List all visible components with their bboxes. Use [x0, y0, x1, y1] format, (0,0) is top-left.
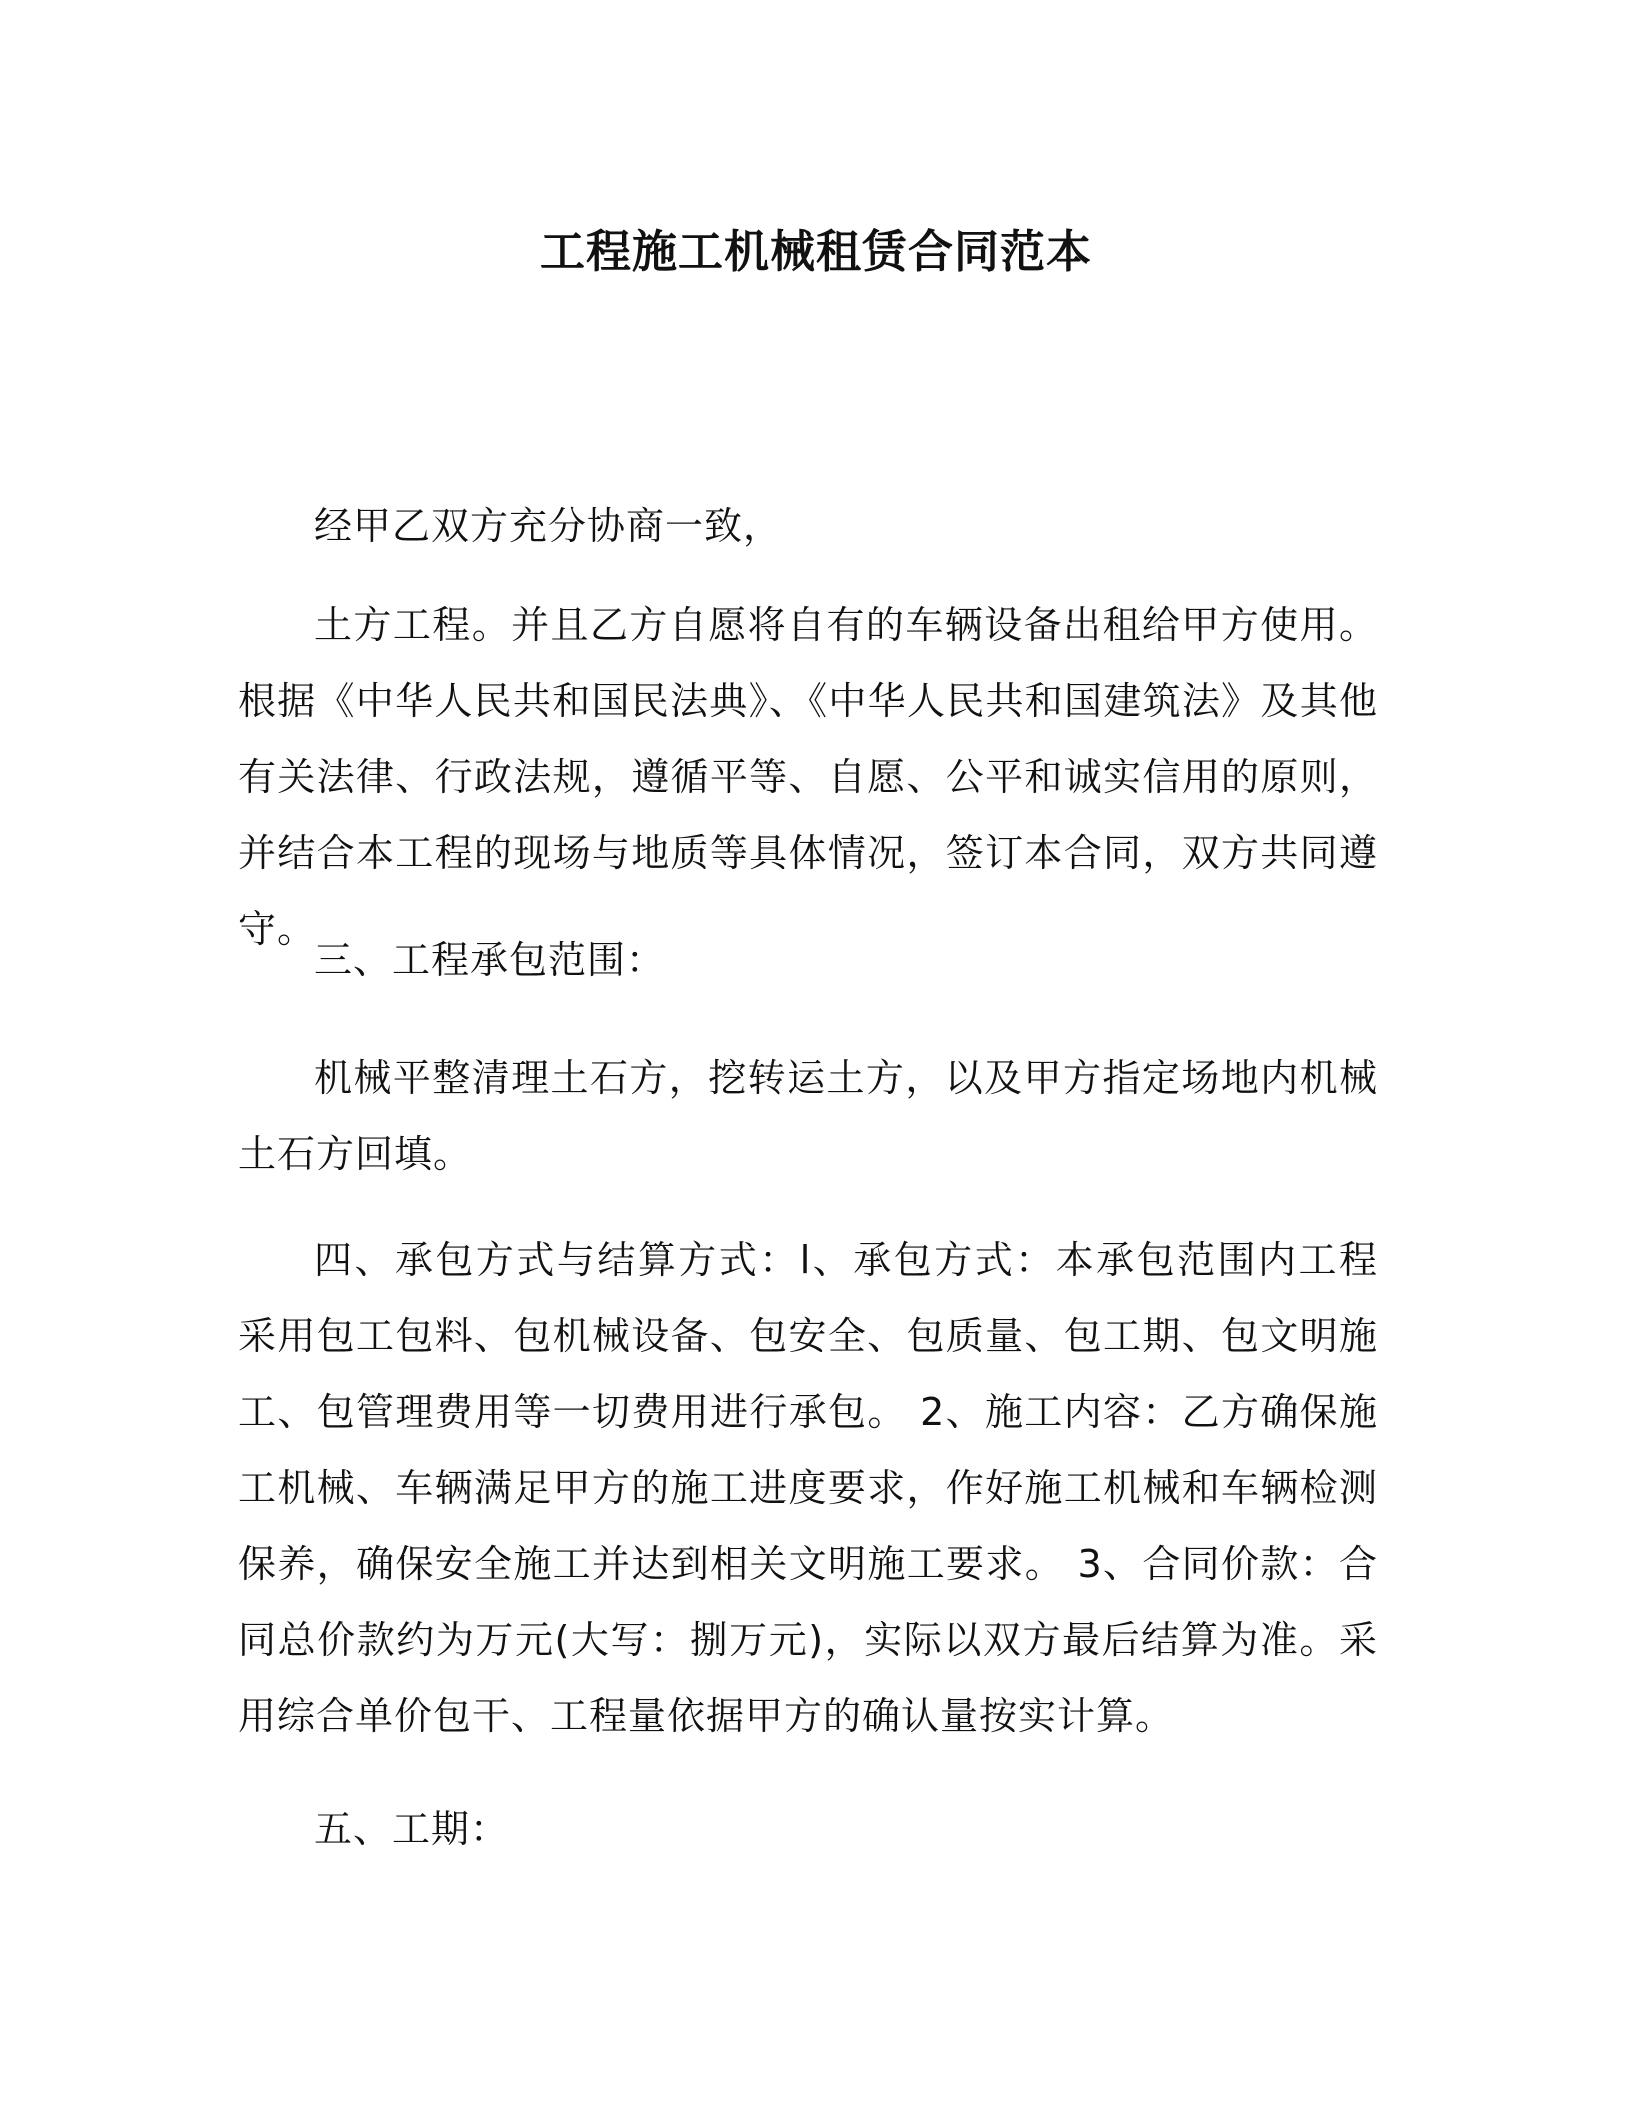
paragraph-contract-method	[238, 1222, 1378, 1754]
document-title: 工程施工机械租赁合同范本	[539, 225, 1092, 278]
section-heading: 三、工程承包范围：	[314, 938, 666, 982]
paragraph-text: 四、承包方式与结算方式：l、承包方式：本承包范围内工程采用包工包料、包机械设备、包安全、包质量、包工期、包文明施工、包管理费用等一切费用进行承包。 2、施工内容：乙方确保施工机械、车辆满足甲方的施工进度要求，作好施工机械和车辆检测保养，确保安全施工并达到相关文明施工要求。 3、合同价款：合同总价款约为万元(大写：捌万元)，实际以双方最后结算为准。采用综合单价包干、工程量依据甲方的确认量按实计算。	[238, 1238, 1378, 1738]
paragraph-intro	[238, 488, 1378, 564]
section-heading-duration	[238, 1791, 1378, 1867]
paragraph-text: 土方工程。并且乙方自愿将自有的车辆设备出租给甲方使用。根据《中华人民共和国民法典》、《中华人民共和国建筑法》及其他有关法律、行政法规，遵循平等、自愿、公平和诚实信用的原则，并结合本工程的现场与地质等具体情况，签订本合同，双方共同遵守。	[238, 603, 1378, 951]
paragraph-text: 经甲乙双方充分协商一致，	[314, 504, 783, 548]
section-heading: 五、工期：	[314, 1807, 510, 1851]
paragraph-scope	[238, 1040, 1378, 1192]
paragraph-text: 机械平整清理土石方，挖转运土方，以及甲方指定场地内机械土石方回填。	[238, 1056, 1378, 1176]
section-heading-scope	[238, 922, 1378, 998]
paragraph-legal-basis	[238, 587, 1378, 967]
